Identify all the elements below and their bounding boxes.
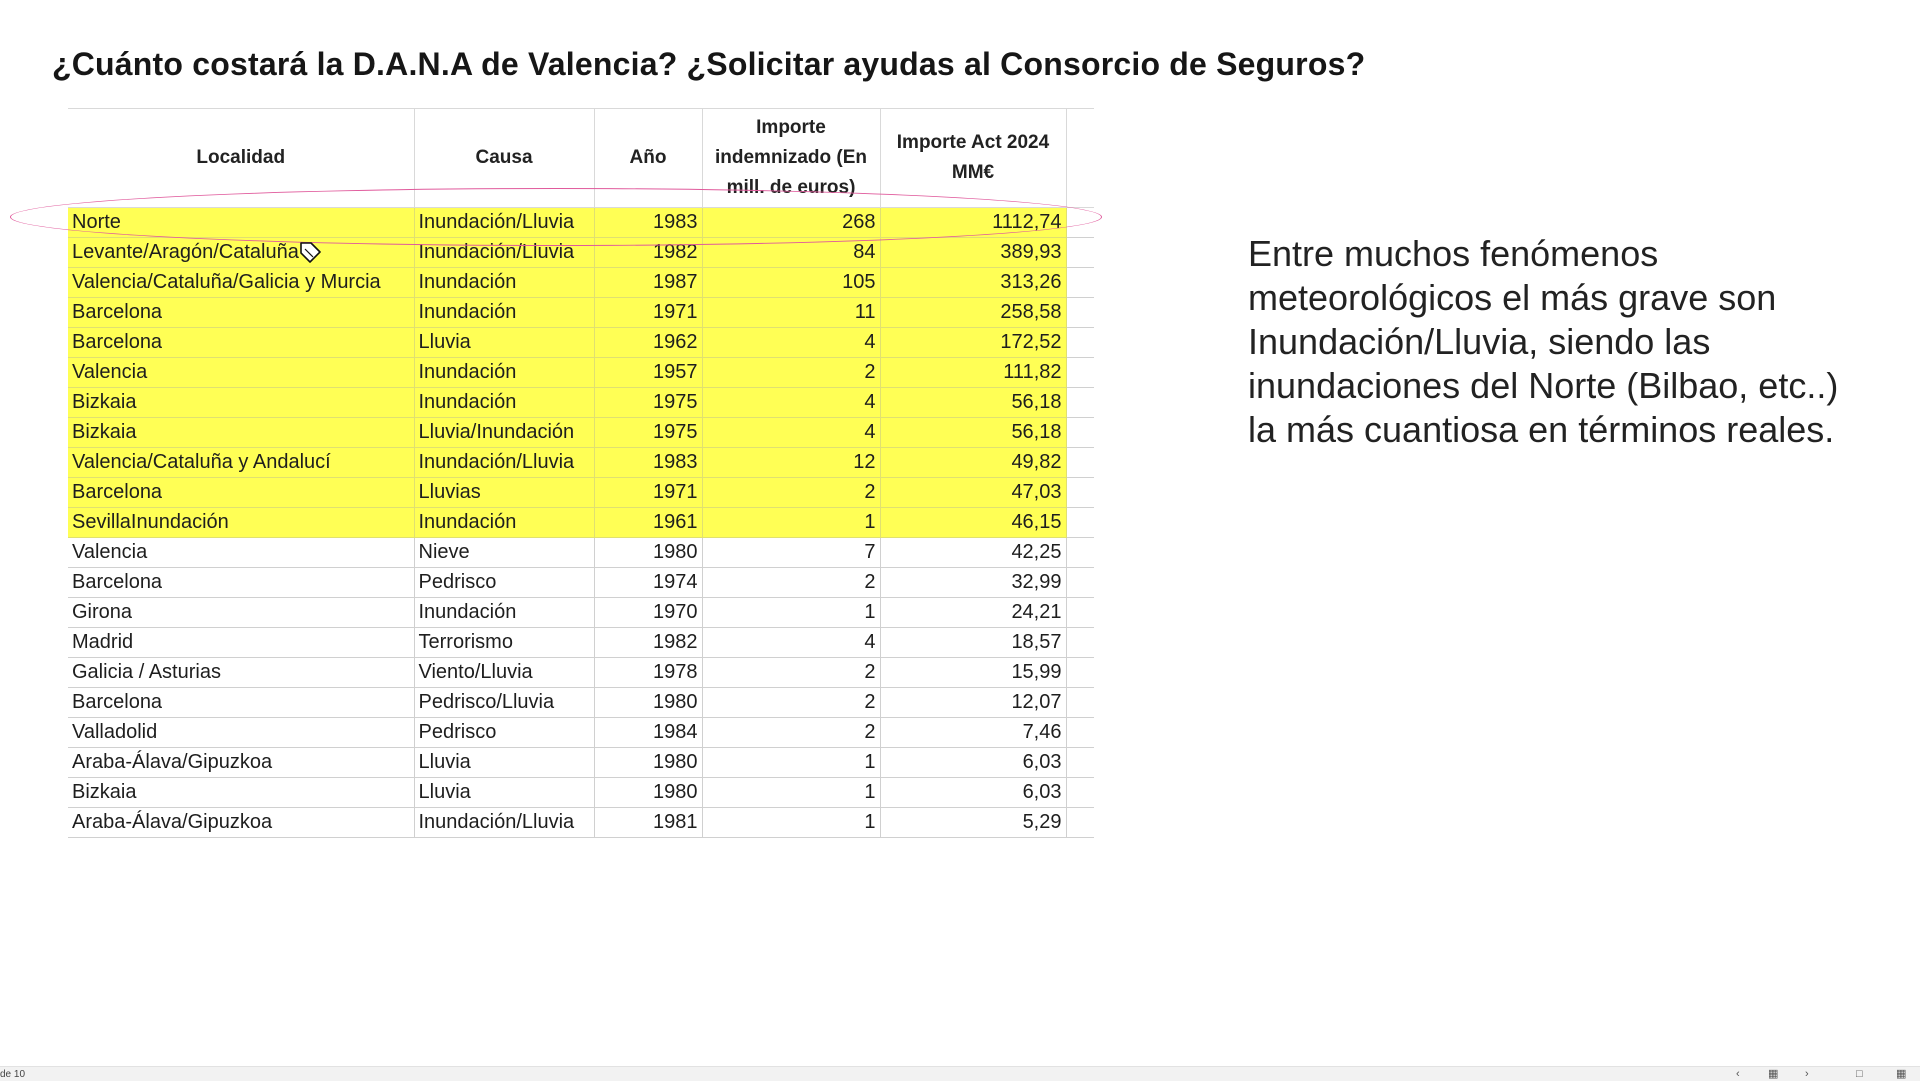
- cell-spacer: [1066, 778, 1094, 808]
- cell-importe: 2: [702, 568, 880, 598]
- cell-causa: Lluvia: [414, 778, 594, 808]
- cell-ano: 1962: [594, 328, 702, 358]
- header-importe: Importe indemnizado (En mill. de euros): [702, 109, 880, 208]
- cell-spacer: [1066, 298, 1094, 328]
- cell-causa: Viento/Lluvia: [414, 658, 594, 688]
- cell-spacer: [1066, 208, 1094, 238]
- notes-icon[interactable]: ▦: [1768, 1068, 1779, 1080]
- cell-causa: Lluvia: [414, 328, 594, 358]
- cell-importe-act: 172,52: [880, 328, 1066, 358]
- cell-spacer: [1066, 268, 1094, 298]
- cell-importe-act: 42,25: [880, 538, 1066, 568]
- cell-spacer: [1066, 388, 1094, 418]
- cell-spacer: [1066, 418, 1094, 448]
- slide-sorter-icon[interactable]: ▦: [1896, 1068, 1907, 1080]
- table-row: [68, 598, 1094, 628]
- cell-ano: 1980: [594, 538, 702, 568]
- cell-ano: 1961: [594, 508, 702, 538]
- cell-importe: 4: [702, 418, 880, 448]
- table-row: [68, 508, 1094, 538]
- cell-importe: 1: [702, 778, 880, 808]
- cell-importe-act: 6,03: [880, 748, 1066, 778]
- table-row: [68, 208, 1094, 238]
- cell-spacer: [1066, 688, 1094, 718]
- cell-importe-act: 389,93: [880, 238, 1066, 268]
- header-ano: Año: [594, 109, 702, 208]
- cell-localidad: Norte: [68, 208, 414, 238]
- cell-importe-act: 56,18: [880, 388, 1066, 418]
- chevron-left-icon[interactable]: ‹: [1736, 1068, 1740, 1080]
- table-row: [68, 718, 1094, 748]
- cell-localidad: Madrid: [68, 628, 414, 658]
- table-row: [68, 358, 1094, 388]
- header-localidad: Localidad: [68, 109, 414, 208]
- cell-localidad: Levante/Aragón/Cataluña: [68, 238, 414, 268]
- cell-importe-act: 1112,74: [880, 208, 1066, 238]
- cell-ano: 1971: [594, 478, 702, 508]
- cell-spacer: [1066, 478, 1094, 508]
- cell-causa: Inundación: [414, 358, 594, 388]
- cell-importe-act: 7,46: [880, 718, 1066, 748]
- table-row: [68, 238, 1094, 268]
- cell-importe-act: 24,21: [880, 598, 1066, 628]
- cell-ano: 1980: [594, 748, 702, 778]
- cell-localidad: Araba-Álava/Gipuzkoa: [68, 748, 414, 778]
- cell-localidad: Valencia: [68, 358, 414, 388]
- cell-causa: Lluvias: [414, 478, 594, 508]
- cell-importe: 105: [702, 268, 880, 298]
- cell-importe: 2: [702, 718, 880, 748]
- cell-importe: 4: [702, 628, 880, 658]
- cell-localidad: Galicia / Asturias: [68, 658, 414, 688]
- cell-importe-act: 32,99: [880, 568, 1066, 598]
- slide-counter: de 10: [0, 1069, 26, 1080]
- cell-causa: Pedrisco: [414, 718, 594, 748]
- cell-localidad: Barcelona: [68, 478, 414, 508]
- cell-spacer: [1066, 508, 1094, 538]
- cell-causa: Pedrisco: [414, 568, 594, 598]
- cell-localidad: Valencia: [68, 538, 414, 568]
- cell-causa: Inundación: [414, 598, 594, 628]
- cell-causa: Nieve: [414, 538, 594, 568]
- cell-ano: 1975: [594, 418, 702, 448]
- cell-causa: Inundación: [414, 268, 594, 298]
- table-body: [68, 208, 1094, 838]
- cell-localidad: Bizkaia: [68, 418, 414, 448]
- table-row: [68, 568, 1094, 598]
- cell-importe-act: 47,03: [880, 478, 1066, 508]
- cell-spacer: [1066, 658, 1094, 688]
- chevron-right-icon[interactable]: ›: [1805, 1068, 1809, 1080]
- cell-spacer: [1066, 628, 1094, 658]
- table-row: [68, 418, 1094, 448]
- cell-importe-act: 15,99: [880, 658, 1066, 688]
- cell-spacer: [1066, 598, 1094, 628]
- cell-importe-act: 49,82: [880, 448, 1066, 478]
- cell-ano: 1982: [594, 628, 702, 658]
- table-row: [68, 328, 1094, 358]
- table-row: [68, 628, 1094, 658]
- cell-importe: 268: [702, 208, 880, 238]
- cell-causa: Inundación/Lluvia: [414, 208, 594, 238]
- cell-localidad: Araba-Álava/Gipuzkoa: [68, 808, 414, 838]
- cell-importe: 1: [702, 508, 880, 538]
- slide-commentary: Entre muchos fenómenos meteorológicos el más grave son Inundación/Lluvia, siendo las inundaciones del Norte (Bilbao, etc..) la más cuantiosa en términos reales.: [1248, 233, 1839, 450]
- table-row: [68, 298, 1094, 328]
- pointer-cursor-icon: [298, 240, 324, 266]
- cell-importe: 12: [702, 448, 880, 478]
- cell-localidad: Valencia/Cataluña y Andalucí: [68, 448, 414, 478]
- cell-spacer: [1066, 238, 1094, 268]
- cell-causa: Inundación/Lluvia: [414, 808, 594, 838]
- cell-ano: 1980: [594, 778, 702, 808]
- data-table-container: [68, 108, 1094, 838]
- normal-view-icon[interactable]: □: [1856, 1068, 1863, 1080]
- cell-causa: Inundación: [414, 508, 594, 538]
- table-row: [68, 538, 1094, 568]
- header-spacer: [1066, 109, 1094, 208]
- cell-importe: 1: [702, 808, 880, 838]
- table-row: [68, 748, 1094, 778]
- claims-table: [68, 108, 1094, 838]
- cell-ano: 1984: [594, 718, 702, 748]
- cell-localidad: Valladolid: [68, 718, 414, 748]
- cell-ano: 1982: [594, 238, 702, 268]
- cell-importe: 7: [702, 538, 880, 568]
- cell-localidad: Girona: [68, 598, 414, 628]
- cell-spacer: [1066, 718, 1094, 748]
- cell-ano: 1983: [594, 448, 702, 478]
- cell-causa: Pedrisco/Lluvia: [414, 688, 594, 718]
- cell-ano: 1957: [594, 358, 702, 388]
- cell-localidad: Valencia/Cataluña/Galicia y Murcia: [68, 268, 414, 298]
- table-row: [68, 778, 1094, 808]
- cell-importe-act: 5,29: [880, 808, 1066, 838]
- cell-importe-act: 313,26: [880, 268, 1066, 298]
- cell-causa: Inundación: [414, 298, 594, 328]
- cell-spacer: [1066, 358, 1094, 388]
- cell-spacer: [1066, 808, 1094, 838]
- cell-ano: 1980: [594, 688, 702, 718]
- cell-spacer: [1066, 748, 1094, 778]
- cell-importe-act: 6,03: [880, 778, 1066, 808]
- cell-ano: 1987: [594, 268, 702, 298]
- cell-importe-act: 258,58: [880, 298, 1066, 328]
- table-row: [68, 688, 1094, 718]
- table-header-row: [68, 109, 1094, 208]
- cell-localidad: SevillaInundación: [68, 508, 414, 538]
- cell-importe: 84: [702, 238, 880, 268]
- cell-ano: 1971: [594, 298, 702, 328]
- cell-causa: Lluvia: [414, 748, 594, 778]
- cell-causa: Inundación/Lluvia: [414, 238, 594, 268]
- cell-causa: Lluvia/Inundación: [414, 418, 594, 448]
- presentation-status-bar: [0, 1066, 1920, 1081]
- cell-importe-act: 56,18: [880, 418, 1066, 448]
- cell-importe: 1: [702, 598, 880, 628]
- cell-ano: 1978: [594, 658, 702, 688]
- cell-localidad: Barcelona: [68, 328, 414, 358]
- cell-importe-act: 12,07: [880, 688, 1066, 718]
- cell-spacer: [1066, 538, 1094, 568]
- cell-localidad: Barcelona: [68, 298, 414, 328]
- cell-localidad: Barcelona: [68, 688, 414, 718]
- cell-importe: 1: [702, 748, 880, 778]
- table-row: [68, 268, 1094, 298]
- cell-localidad: Barcelona: [68, 568, 414, 598]
- table-row: [68, 478, 1094, 508]
- cell-spacer: [1066, 328, 1094, 358]
- cell-causa: Inundación/Lluvia: [414, 448, 594, 478]
- cell-causa: Terrorismo: [414, 628, 594, 658]
- table-row: [68, 808, 1094, 838]
- cell-spacer: [1066, 568, 1094, 598]
- cell-localidad: Bizkaia: [68, 778, 414, 808]
- cell-spacer: [1066, 448, 1094, 478]
- cell-importe-act: 46,15: [880, 508, 1066, 538]
- cell-importe: 4: [702, 388, 880, 418]
- table-row: [68, 388, 1094, 418]
- cell-importe: 4: [702, 328, 880, 358]
- cell-importe-act: 111,82: [880, 358, 1066, 388]
- cell-ano: 1983: [594, 208, 702, 238]
- cell-importe: 2: [702, 358, 880, 388]
- table-row: [68, 658, 1094, 688]
- cell-ano: 1975: [594, 388, 702, 418]
- cell-importe: 11: [702, 298, 880, 328]
- slide-title: ¿Cuánto costará la D.A.N.A de Valencia? ¿Solicitar ayudas al Consorcio de Seguros?: [52, 46, 1366, 82]
- cell-localidad: Bizkaia: [68, 388, 414, 418]
- header-causa: Causa: [414, 109, 594, 208]
- cell-importe: 2: [702, 478, 880, 508]
- header-importe-act: Importe Act 2024 MM€: [880, 109, 1066, 208]
- table-row: [68, 448, 1094, 478]
- cell-causa: Inundación: [414, 388, 594, 418]
- cell-importe: 2: [702, 688, 880, 718]
- cell-ano: 1974: [594, 568, 702, 598]
- cell-importe: 2: [702, 658, 880, 688]
- cell-importe-act: 18,57: [880, 628, 1066, 658]
- cell-ano: 1981: [594, 808, 702, 838]
- cell-ano: 1970: [594, 598, 702, 628]
